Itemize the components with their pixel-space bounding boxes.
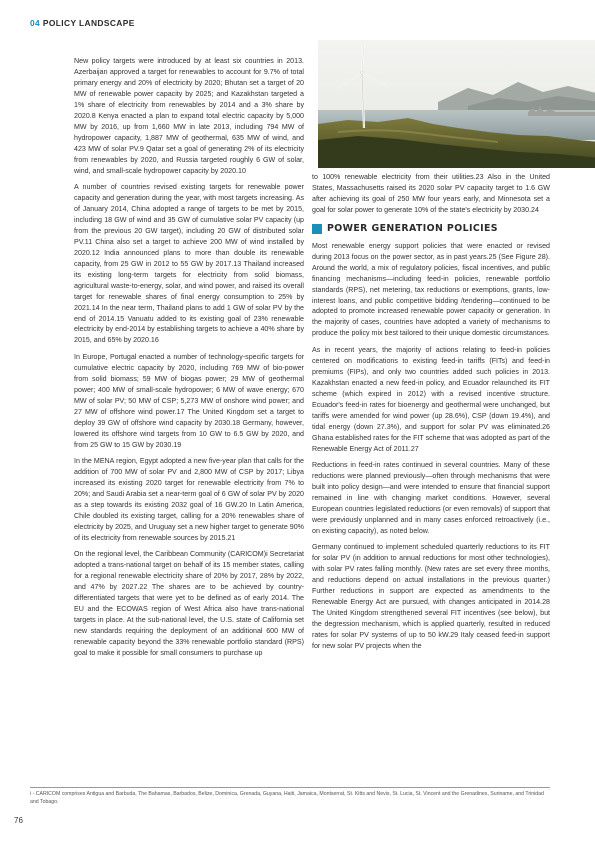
- paragraph: to 100% renewable electricity from their utilities.23 Also in the United States, Massachusetts raised its 2020 solar PV capacity target to 1.6 GW after achieving its goal of 250 MW four years early, and Minnesota set a goal for solar power to generate 10% of the state's electricity by 2030.24: [312, 173, 550, 214]
- section-heading-title: POWER GENERATION POLICIES: [327, 222, 498, 234]
- paragraph: Most renewable energy support policies that were enacted or revised during 2013 focus on the power sector, as in past years.25 (See Figure 28). Around the world, a mix of regulatory policies, fiscal incentives, and public financing mechanisms—including feed-in policies, renewable portfolio standards (RPS), net metering, tax reductions or exemptions, grants, low-interest loans, and public competitive bidding /tendering—continued to be adopted to promote increased renewable power capacity or generation. In the majority of cases, countries have adopted a variety of mechanisms to produce the policy mix best tailored to their unique domestic circumstances.: [312, 241, 550, 338]
- blue-square-icon: [312, 224, 322, 234]
- page-number: 76: [14, 816, 23, 825]
- paragraph: On the regional level, the Caribbean Community (CARICOM)i Secretariat adopted a trans-national target on behalf of its 15 member states, calling for a regional renewable electricity share of 20% by 2017, 28% by 2022, and 47% by 2027.22 The shares are to be achieved by country-differentiated targets that were yet to be defined as of early 2014. The EU and the ECOWAS region of West Africa also have trans-national targets in place. At the sub-national level, the U.S. state of California set new standards requiring the deployment of an additional 600 MW of renewable capacity beyond the 33% renewable portfolio standard (RPS) goal to make it possible for small consumers to purchase up: [74, 550, 304, 657]
- paragraph: A number of countries revised existing targets for renewable power capacity and generation during the year, with most targets increasing. As of January 2014, China adopted a range of targets to be met by 2015, including 18 GW of wind and 35 GW of cumulative solar PV capacity (up from the previous 20 GW target), including 20 GW of distributed solar PV.11 China also set a target to achieve 200 MW of wind installed by 2020.12 India announced plans to more than double its renewable capacity, from 25 GW in 2012 to 55 GW by 2017.13 Thailand increased its existing long-term targets for electricity from solid biomass, agricultural waste-to-energy, solar, and wind power, and raised its overall target for renewable shares of final energy consumption to 25% by 2021.14 In the near term, Thailand plans to add 1 GW of solar PV by the end of 2014.15 Vanuatu added to its existing goal of 23% renewable electricity by end-2014 by establishing targets to achieve a 40% share by 2015, and 65% by 2020.16: [74, 183, 304, 345]
- section-title: POLICY LANDSCAPE: [42, 18, 135, 28]
- paragraph: In Europe, Portugal enacted a number of technology-specific targets for cumulative electric capacity by 2020, including 769 MW of bio-power from solid biomass; 59 MW of biogas power; 29 MW of geothermal power; 400 MW of small-scale hydropower; 6 MW of wave energy; 670 MW of solar PV; 50 MW of CSP; 5,273 MW of onshore wind power; and 27 MW of offshore wind power.17 The United Kingdom set a target to deploy 39 GW of offshore wind capacity by 2030.18 Germany, however, lowered its offshore wind targets from 10 GW to 6.5 GW by 2020, and from 25 GW to 15 GW by 2030.19: [74, 352, 304, 449]
- wind-turbine-landscape-image: [318, 40, 595, 168]
- wind-turbine-photo: [318, 40, 595, 168]
- paragraph: In the MENA region, Egypt adopted a new five-year plan that calls for the addition of 700 MW of solar PV and 2,800 MW of CSP by 2017; Libya increased its existing 2020 target for renewable electricity from 7% to 20%; and Saudi Arabia set a near-term goal of 6 GW of solar PV by 2020 as a step towards its existing 2032 goal of 16 GW.20 In Latin America, Chile doubled its existing target, calling for a 20% renewables share of electricity by 2025, and Uruguay set a new higher target to generate 90% of its electricity from renewable sources by 2015.21: [74, 457, 304, 542]
- paragraph: Germany continued to implement scheduled quarterly reductions to its FIT for solar PV (in addition to annual reductions for most other technologies), with solar PV rates falling monthly. (New rates are set every three months, and reductions depend on actual installations in the previous quarter.) Further reductions in support are expected as amendments to the Renewable Energy Act are pursued, with changes anticipated in 2014.28 The United Kingdom strengthened several FIT incentives (see below), but the degression mechanism, which is applied quarterly, resulted in reduced rates for solar PV systems of up to 50 kW.29 Italy ceased feed-in support for new solar PV projects when the: [312, 543, 550, 650]
- footnote: i - CARICOM comprises Antigua and Barbuda, The Bahamas, Barbados, Belize, Dominica, Grenada, Guyana, Haiti, Jamaica, Montserrat, St. Kitts and Nevis, St. Lucia, St. Vincent and the Grenadines, Suriname, and Trinidad and Tobago.: [30, 791, 544, 805]
- right-text-column: [312, 172, 550, 657]
- section-number: 04: [30, 18, 41, 28]
- paragraph: Reductions in feed-in rates continued in several countries. Many of these reductions were planned previously—often through mechanisms that were built into policy design—and were intended to ensure that financial support remained in line with changing market conditions. However, several European countries legislated reductions (or even removals) of support that were previously unplanned and in many cases enforced retroactively (i.e., on existing capacity), as noted below.: [312, 461, 550, 535]
- footnote-divider: [30, 787, 550, 788]
- section-heading: [312, 224, 550, 235]
- paragraph: As in recent years, the majority of actions relating to feed-in policies centered on modifications to existing feed-in tariffs (FITs) and feed-in premiums (FIPs), and only two countries added such policies in 2013. Kazakhstan enacted a new feed-in policy, and Ecuador relaunched its FIT scheme (which expired in 2012) with a revised incentive structure. Ecuador's feed-in rates for bioenergy and geothermal were unchanged, but tariffs were amended for wind power (up 28.6%), CSP (down 19.4%), and tidal energy (down 27.3%), and support for solar PV was eliminated.26 Ghana established rates for the FIT scheme that was adopted as part of the Renewable Energy Act of 2011.27: [312, 345, 550, 453]
- page-header: [30, 18, 135, 28]
- left-text-column: [74, 56, 304, 664]
- paragraph: New policy targets were introduced by at least six countries in 2013. Azerbaijan approved a target for renewables to account for 9.7% of total primary energy and 20% of electricity by 2020; Bhutan set a target of 20 MW of renewable power capacity by 2025; and Kazakhstan targeted a 1% share of electricity from renewables by 2014 and a 3% share by 2020.8 Kenya enacted a plan to expand total electric capacity by 5,000 MW by 2016, up from 1,660 MW in late 2013, including 794 MW of hydropower capacity, 1,887 MW of geothermal, 635 MW of wind, and 423 MW of solar PV.9 Qatar set a goal of generating 2% of its electricity from renewables by 2020, and Russia targeted roughly 6 GW of solar, wind, and small-scale hydropower capacity by 2020.10: [74, 57, 304, 175]
